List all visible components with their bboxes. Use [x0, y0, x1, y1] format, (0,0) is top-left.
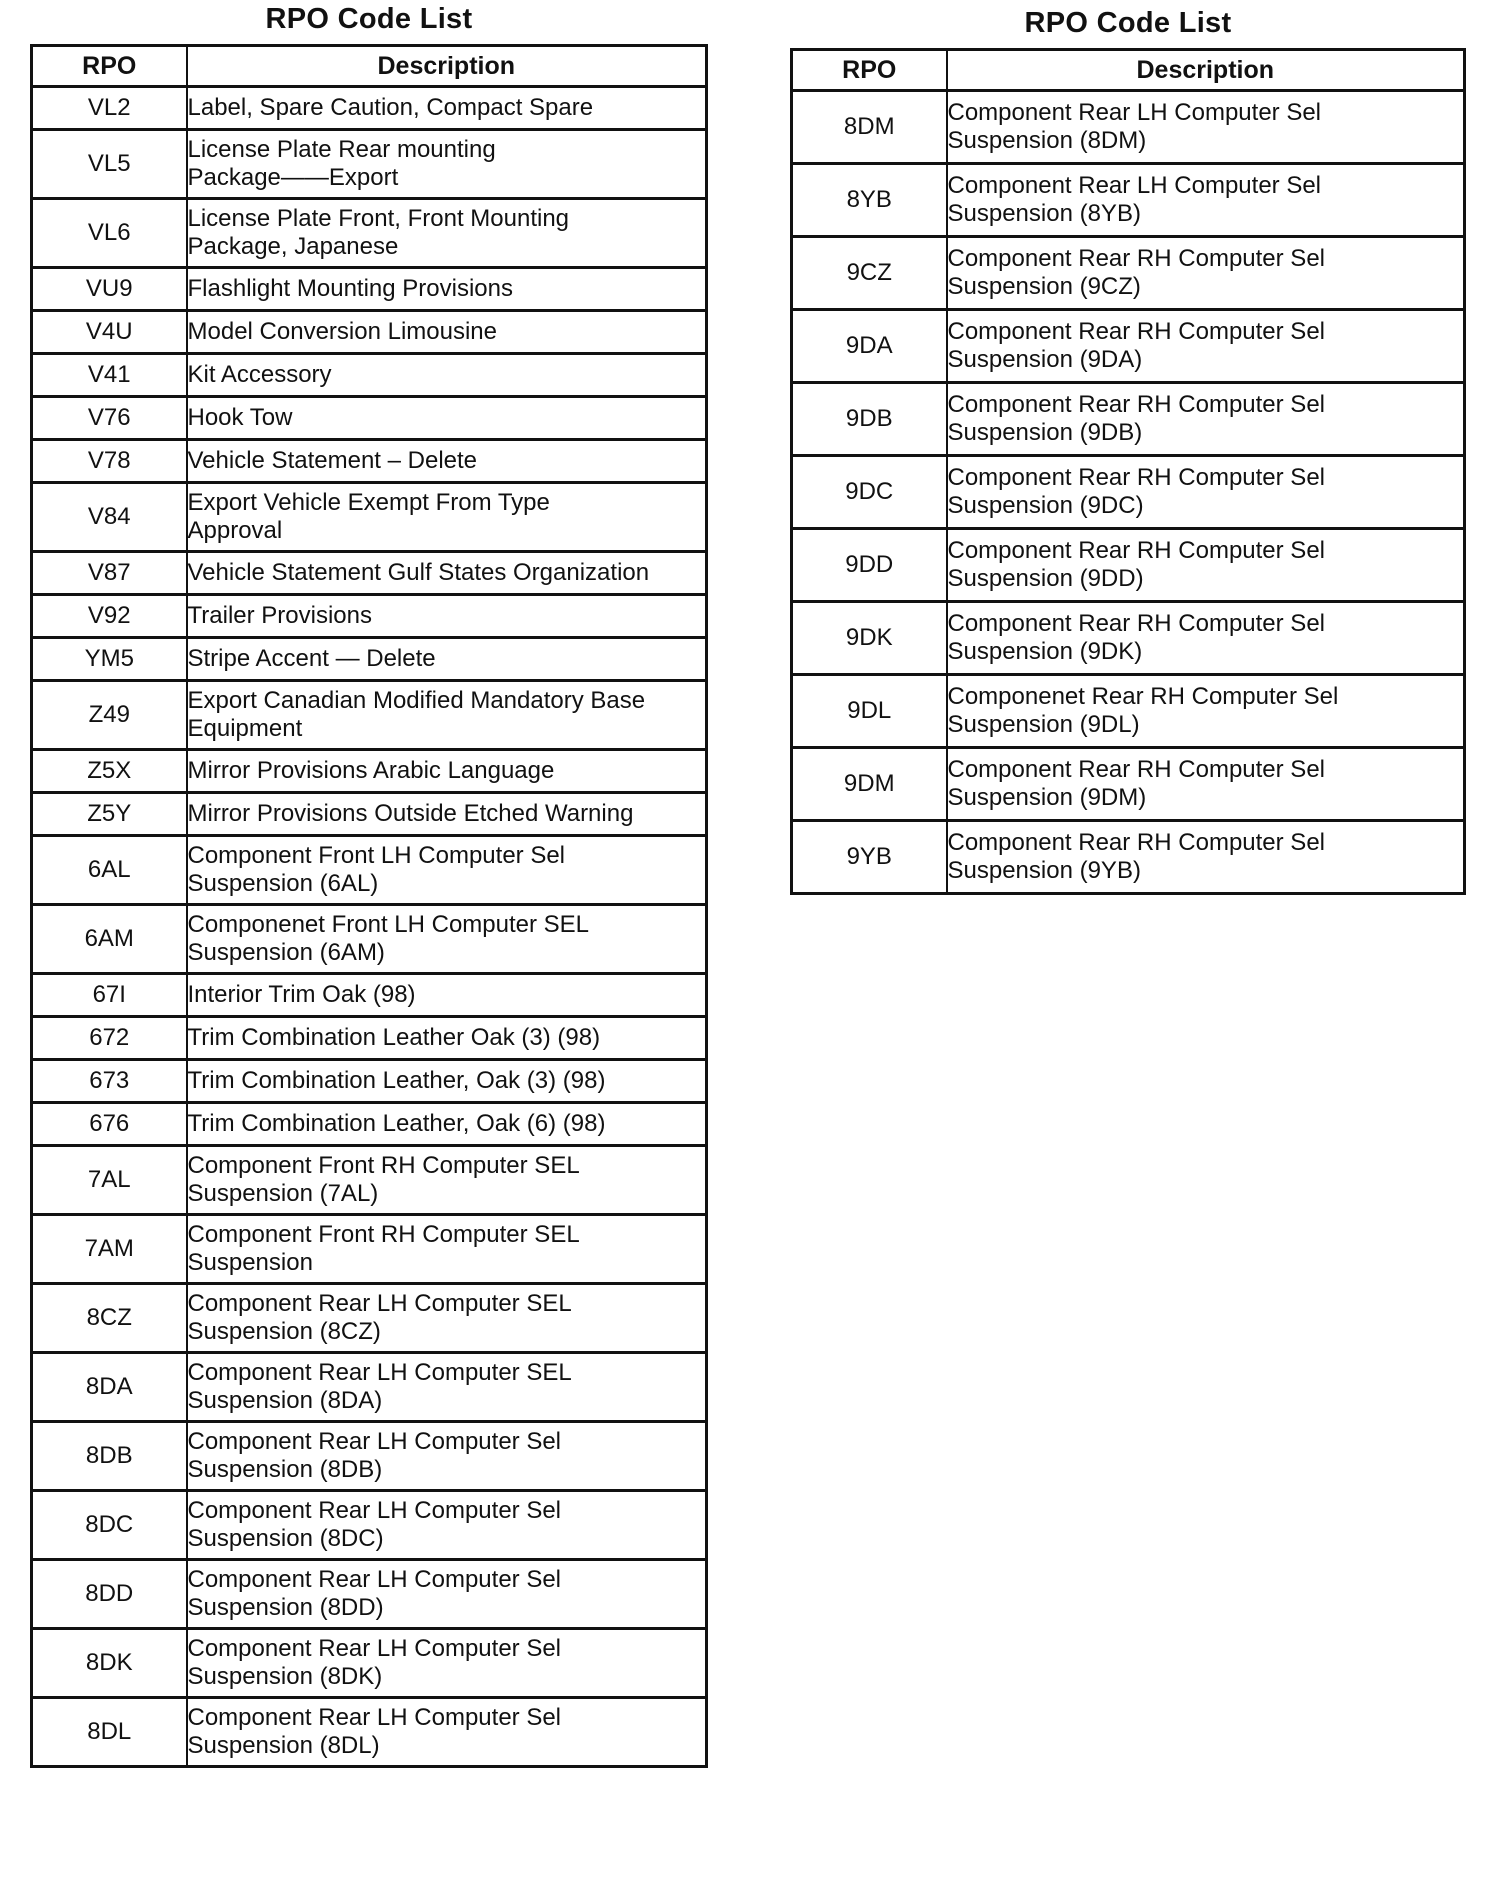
- table-row: [32, 1284, 707, 1353]
- description-cell: Flashlight Mounting Provisions: [187, 268, 707, 311]
- description-cell: Componenet Rear RH Computer Sel Suspension (9DL): [947, 675, 1465, 748]
- left-table-header-row: [32, 46, 707, 87]
- rpo-code-cell: 9DM: [792, 748, 947, 821]
- description-cell: Component Rear LH Computer Sel Suspension (8DB): [187, 1422, 707, 1491]
- table-row: [32, 750, 707, 793]
- right-rpo-column-header: RPO: [792, 50, 947, 91]
- description-cell: Componenet Front LH Computer SEL Suspension (6AM): [187, 905, 707, 974]
- description-cell: Component Rear RH Computer Sel Suspension (9DB): [947, 383, 1465, 456]
- rpo-code-cell: 9CZ: [792, 237, 947, 310]
- description-cell: Label, Spare Caution, Compact Spare: [187, 87, 707, 130]
- description-cell: Stripe Accent — Delete: [187, 638, 707, 681]
- description-cell: Component Rear LH Computer Sel Suspension (8YB): [947, 164, 1465, 237]
- table-row: [32, 974, 707, 1017]
- table-row: [32, 836, 707, 905]
- rpo-code-cell: YM5: [32, 638, 187, 681]
- description-cell: Export Vehicle Exempt From Type Approval: [187, 483, 707, 552]
- table-row: [32, 905, 707, 974]
- rpo-code-cell: 7AL: [32, 1146, 187, 1215]
- table-row: [32, 1103, 707, 1146]
- rpo-code-cell: 9YB: [792, 821, 947, 894]
- rpo-code-cell: VL6: [32, 199, 187, 268]
- table-row: [792, 456, 1465, 529]
- table-row: [792, 237, 1465, 310]
- left-rpo-table: [30, 44, 708, 1768]
- description-cell: Component Front RH Computer SEL Suspension: [187, 1215, 707, 1284]
- rpo-code-cell: 672: [32, 1017, 187, 1060]
- description-cell: Trailer Provisions: [187, 595, 707, 638]
- rpo-code-cell: 9DC: [792, 456, 947, 529]
- rpo-code-cell: 67I: [32, 974, 187, 1017]
- rpo-code-cell: V4U: [32, 311, 187, 354]
- table-row: [32, 130, 707, 199]
- description-cell: Component Rear RH Computer Sel Suspension (9CZ): [947, 237, 1465, 310]
- description-cell: Mirror Provisions Arabic Language: [187, 750, 707, 793]
- description-cell: Vehicle Statement Gulf States Organization: [187, 552, 707, 595]
- description-cell: Trim Combination Leather Oak (3) (98): [187, 1017, 707, 1060]
- rpo-code-cell: Z5Y: [32, 793, 187, 836]
- description-cell: Component Rear LH Computer Sel Suspension (8DC): [187, 1491, 707, 1560]
- description-cell: Hook Tow: [187, 397, 707, 440]
- table-row: [32, 638, 707, 681]
- rpo-code-cell: V92: [32, 595, 187, 638]
- table-row: [32, 311, 707, 354]
- right-table-header-row: [792, 50, 1465, 91]
- rpo-code-cell: 8DK: [32, 1629, 187, 1698]
- rpo-code-cell: Z5X: [32, 750, 187, 793]
- rpo-code-cell: 8DD: [32, 1560, 187, 1629]
- rpo-code-cell: 9DK: [792, 602, 947, 675]
- description-cell: Component Rear LH Computer SEL Suspension (8CZ): [187, 1284, 707, 1353]
- rpo-code-cell: 8DB: [32, 1422, 187, 1491]
- rpo-code-cell: VL2: [32, 87, 187, 130]
- table-row: [792, 310, 1465, 383]
- description-cell: Component Rear RH Computer Sel Suspension (9DM): [947, 748, 1465, 821]
- table-row: [32, 1146, 707, 1215]
- left-rpo-column-header: RPO: [32, 46, 187, 87]
- description-cell: Trim Combination Leather, Oak (6) (98): [187, 1103, 707, 1146]
- description-cell: Mirror Provisions Outside Etched Warning: [187, 793, 707, 836]
- table-row: [792, 821, 1465, 894]
- rpo-code-cell: 8DL: [32, 1698, 187, 1767]
- rpo-code-cell: V84: [32, 483, 187, 552]
- description-cell: Trim Combination Leather, Oak (3) (98): [187, 1060, 707, 1103]
- rpo-code-cell: 7AM: [32, 1215, 187, 1284]
- description-cell: Component Rear LH Computer SEL Suspension (8DA): [187, 1353, 707, 1422]
- table-row: [32, 354, 707, 397]
- table-row: [32, 397, 707, 440]
- table-row: [32, 1629, 707, 1698]
- rpo-code-cell: V41: [32, 354, 187, 397]
- table-row: [792, 529, 1465, 602]
- description-cell: Component Rear LH Computer Sel Suspension (8DL): [187, 1698, 707, 1767]
- rpo-code-cell: 8CZ: [32, 1284, 187, 1353]
- description-cell: Component Rear LH Computer Sel Suspension (8DM): [947, 91, 1465, 164]
- table-row: [32, 1560, 707, 1629]
- rpo-code-cell: 8DA: [32, 1353, 187, 1422]
- description-cell: Component Front LH Computer Sel Suspension (6AL): [187, 836, 707, 905]
- table-row: [792, 164, 1465, 237]
- left-table-body: [32, 87, 707, 1767]
- table-row: [32, 1353, 707, 1422]
- rpo-code-cell: 8YB: [792, 164, 947, 237]
- description-cell: Component Front RH Computer SEL Suspension (7AL): [187, 1146, 707, 1215]
- table-row: [32, 199, 707, 268]
- rpo-code-cell: 8DC: [32, 1491, 187, 1560]
- right-table-body: [792, 91, 1465, 894]
- table-row: [32, 1422, 707, 1491]
- description-cell: Component Rear LH Computer Sel Suspension (8DD): [187, 1560, 707, 1629]
- table-row: [792, 91, 1465, 164]
- rpo-code-cell: 6AL: [32, 836, 187, 905]
- table-row: [792, 748, 1465, 821]
- left-panel-title: RPO Code List: [265, 3, 473, 35]
- table-row: [32, 552, 707, 595]
- rpo-code-cell: VL5: [32, 130, 187, 199]
- rpo-code-cell: 6AM: [32, 905, 187, 974]
- table-row: [32, 1698, 707, 1767]
- rpo-code-cell: 673: [32, 1060, 187, 1103]
- table-row: [792, 383, 1465, 456]
- rpo-code-cell: 8DM: [792, 91, 947, 164]
- table-row: [32, 483, 707, 552]
- description-cell: Component Rear RH Computer Sel Suspension (9DC): [947, 456, 1465, 529]
- description-cell: License Plate Rear mounting Package——Export: [187, 130, 707, 199]
- description-cell: Interior Trim Oak (98): [187, 974, 707, 1017]
- table-row: [32, 1060, 707, 1103]
- description-cell: Kit Accessory: [187, 354, 707, 397]
- description-cell: Component Rear RH Computer Sel Suspension (9DD): [947, 529, 1465, 602]
- right-description-column-header: Description: [947, 50, 1465, 91]
- rpo-code-cell: V76: [32, 397, 187, 440]
- rpo-code-cell: VU9: [32, 268, 187, 311]
- table-row: [792, 602, 1465, 675]
- table-row: [792, 675, 1465, 748]
- rpo-code-cell: 9DA: [792, 310, 947, 383]
- table-row: [32, 793, 707, 836]
- right-rpo-panel: [790, 4, 1466, 895]
- rpo-code-cell: 9DB: [792, 383, 947, 456]
- table-row: [32, 1215, 707, 1284]
- rpo-code-cell: 9DL: [792, 675, 947, 748]
- left-description-column-header: Description: [187, 46, 707, 87]
- left-rpo-panel: [30, 0, 708, 1768]
- description-cell: Vehicle Statement – Delete: [187, 440, 707, 483]
- table-row: [32, 440, 707, 483]
- rpo-code-cell: V87: [32, 552, 187, 595]
- description-cell: License Plate Front, Front Mounting Package, Japanese: [187, 199, 707, 268]
- table-row: [32, 595, 707, 638]
- table-row: [32, 1491, 707, 1560]
- rpo-code-cell: 9DD: [792, 529, 947, 602]
- rpo-code-cell: 676: [32, 1103, 187, 1146]
- table-row: [32, 268, 707, 311]
- description-cell: Component Rear LH Computer Sel Suspension (8DK): [187, 1629, 707, 1698]
- description-cell: Component Rear RH Computer Sel Suspension (9DA): [947, 310, 1465, 383]
- description-cell: Component Rear RH Computer Sel Suspension (9YB): [947, 821, 1465, 894]
- right-panel-title: RPO Code List: [1024, 7, 1232, 39]
- description-cell: Export Canadian Modified Mandatory Base Equipment: [187, 681, 707, 750]
- table-row: [32, 87, 707, 130]
- right-rpo-table: [790, 48, 1466, 895]
- rpo-code-cell: Z49: [32, 681, 187, 750]
- description-cell: Component Rear RH Computer Sel Suspension (9DK): [947, 602, 1465, 675]
- table-row: [32, 1017, 707, 1060]
- rpo-code-cell: V78: [32, 440, 187, 483]
- description-cell: Model Conversion Limousine: [187, 311, 707, 354]
- table-row: [32, 681, 707, 750]
